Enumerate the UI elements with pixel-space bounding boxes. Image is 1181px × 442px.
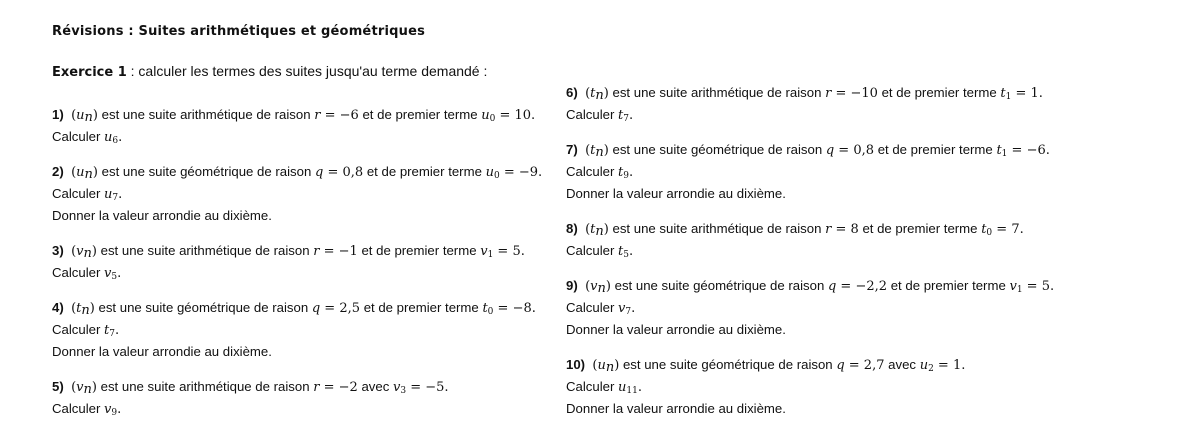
target-term: $u_{11}$.	[618, 379, 643, 396]
exercise-item-9	[566, 275, 1054, 340]
target-term: $u_7$.	[104, 186, 123, 203]
target-term: $v_5$.	[104, 265, 122, 282]
statement-line	[566, 275, 1054, 297]
exercise-item-8	[566, 218, 1024, 262]
statement-text: est une suite arithmétique de raison	[101, 107, 311, 122]
item-number: 10)	[566, 357, 586, 372]
sequence-notation: $(t_n)$	[585, 86, 609, 103]
item-number: 2)	[52, 164, 64, 179]
statement-line	[52, 376, 449, 398]
exercise-item-5	[52, 376, 449, 420]
target-term: $v_9$.	[104, 401, 122, 418]
calculate-line	[52, 126, 535, 148]
sequence-notation: $(v_n)$	[585, 279, 611, 296]
sequence-notation: $(u_n)$	[71, 108, 98, 125]
calculate-label: Calculer	[566, 163, 615, 179]
exercise-heading	[52, 63, 487, 80]
calculate-line	[566, 104, 1043, 126]
rounding-instruction: Donner la valeur arrondie au dixième.	[566, 321, 786, 337]
calculate-label: Calculer	[52, 264, 101, 280]
first-term-value: $u_0 = -9$.	[485, 165, 543, 181]
first-term-value: $t_0 = -8$.	[482, 301, 536, 317]
item-number: 7)	[566, 142, 578, 157]
first-term-value: $t_1 = -6$.	[996, 143, 1050, 159]
first-term-value: $t_0 = 7$.	[981, 222, 1024, 238]
statement-text: et de premier terme	[362, 107, 478, 122]
rounding-instruction: Donner la valeur arrondie au dixième.	[566, 400, 786, 416]
calculate-label: Calculer	[566, 378, 615, 394]
statement-text: et de premier terme	[366, 164, 482, 179]
rounding-instruction: Donner la valeur arrondie au dixième.	[566, 185, 786, 201]
statement-line	[52, 161, 542, 183]
calculate-label: Calculer	[52, 321, 101, 337]
statement-text: est une suite arithmétique de raison	[612, 221, 822, 236]
first-term-value: $v_1 = 5$.	[1009, 279, 1055, 295]
ratio-value: r = −10	[825, 86, 878, 101]
statement-text: et de premier terme	[881, 85, 997, 100]
calculate-line	[566, 240, 1024, 262]
calculate-label: Calculer	[566, 299, 615, 315]
statement-text: est une suite géométrique de raison	[101, 164, 312, 179]
sequence-notation: $(u_n)$	[71, 165, 98, 182]
item-number: 6)	[566, 85, 578, 100]
statement-text: est une suite géométrique de raison	[614, 278, 825, 293]
calculate-label: Calculer	[52, 185, 101, 201]
target-term: $t_7$.	[104, 322, 120, 339]
statement-text: et de premier terme	[890, 278, 1006, 293]
rounding-instruction: Donner la valeur arrondie au dixième.	[52, 207, 272, 223]
statement-line	[52, 104, 535, 126]
exercise-label: Exercice 1	[52, 65, 127, 80]
statement-line	[566, 82, 1043, 104]
exercise-item-2	[52, 161, 542, 226]
statement-text: est une suite arithmétique de raison	[612, 85, 822, 100]
item-number: 5)	[52, 379, 64, 394]
first-term-value: $u_2 = 1$.	[919, 358, 966, 374]
calculate-line	[52, 262, 525, 284]
ratio-value: r = −2	[313, 380, 358, 395]
sequence-notation: $(u_n)$	[592, 358, 620, 375]
exercise-item-7	[566, 139, 1050, 204]
statement-text: et de premier terme	[363, 300, 479, 315]
ratio-value: r = 8	[825, 222, 859, 237]
page-title: Révisions : Suites arithmétiques et géométriques	[52, 24, 426, 39]
calculate-label: Calculer	[52, 400, 101, 416]
target-term: $t_9$.	[618, 164, 634, 181]
statement-line	[52, 297, 536, 319]
calculate-label: Calculer	[566, 242, 615, 258]
target-term: $t_5$.	[618, 243, 634, 260]
first-term-value: $t_1 = 1$.	[1000, 86, 1043, 102]
exercise-item-6	[566, 82, 1043, 126]
statement-text: est une suite arithmétique de raison	[100, 243, 310, 258]
first-term-value: $u_0 = 10$.	[481, 108, 536, 124]
calculate-line	[52, 183, 542, 205]
item-number: 8)	[566, 221, 578, 236]
item-number: 9)	[566, 278, 578, 293]
statement-text: avec	[888, 357, 917, 372]
item-number: 3)	[52, 243, 64, 258]
rounding-instruction: Donner la valeur arrondie au dixième.	[52, 343, 272, 359]
sequence-notation: $(v_n)$	[71, 380, 97, 397]
exercise-item-3	[52, 240, 525, 284]
calculate-line	[566, 376, 965, 398]
item-number: 4)	[52, 300, 64, 315]
ratio-value: q = 2,5	[311, 301, 361, 316]
statement-text: est une suite arithmétique de raison	[100, 379, 310, 394]
sequence-notation: $(t_n)$	[585, 222, 609, 239]
statement-text: est une suite géométrique de raison	[98, 300, 309, 315]
statement-text: et de premier terme	[877, 142, 993, 157]
calculate-label: Calculer	[566, 106, 615, 122]
exercise-item-1	[52, 104, 535, 148]
ratio-value: r = −1	[313, 244, 358, 259]
ratio-value: q = 0,8	[825, 143, 875, 158]
target-term: $t_7$.	[618, 107, 634, 124]
calculate-label: Calculer	[52, 128, 101, 144]
calculate-line	[52, 398, 449, 420]
sequence-notation: $(t_n)$	[585, 143, 609, 160]
target-term: $v_7$.	[618, 300, 636, 317]
ratio-value: q = 2,7	[836, 358, 885, 373]
exercise-item-4	[52, 297, 536, 362]
statement-text: est une suite géométrique de raison	[612, 142, 823, 157]
statement-text: et de premier terme	[862, 221, 978, 236]
first-term-value: $v_3 = -5$.	[392, 380, 449, 396]
ratio-value: q = −2,2	[827, 279, 888, 294]
ratio-value: q = 0,8	[314, 165, 364, 180]
exercise-instruction: : calculer les termes des suites jusqu'au terme demandé :	[130, 63, 488, 79]
sequence-notation: $(v_n)$	[71, 244, 97, 261]
statement-line	[566, 218, 1024, 240]
statement-line	[566, 139, 1050, 161]
statement-text: avec	[361, 379, 390, 394]
ratio-value: r = −6	[314, 108, 359, 123]
calculate-line	[52, 319, 536, 341]
calculate-line	[566, 297, 1054, 319]
sequence-notation: $(t_n)$	[71, 301, 95, 318]
item-number: 1)	[52, 107, 64, 122]
statement-text: est une suite géométrique de raison	[622, 357, 833, 372]
statement-text: et de premier terme	[361, 243, 477, 258]
calculate-line	[566, 161, 1050, 183]
exercise-item-10	[566, 354, 965, 419]
statement-line	[52, 240, 525, 262]
statement-line	[566, 354, 965, 376]
target-term: $u_6$.	[104, 129, 123, 146]
first-term-value: $v_1 = 5$.	[480, 244, 525, 260]
